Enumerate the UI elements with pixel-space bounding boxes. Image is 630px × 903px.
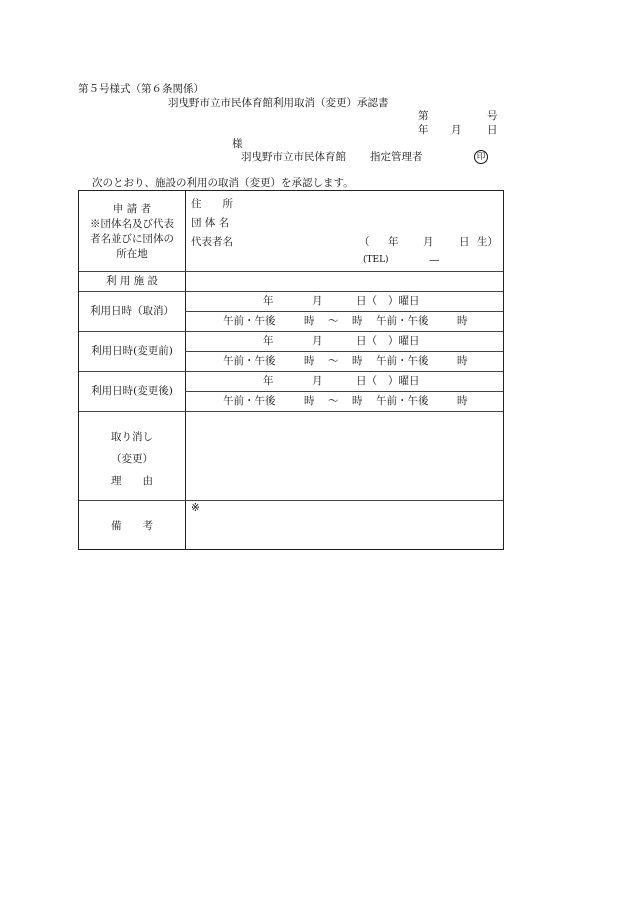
reason-label-2: （変更）: [111, 453, 153, 465]
address-label: 住 所: [191, 198, 233, 210]
usage-before-label: 利用日時(変更前): [91, 345, 173, 357]
usage-before-end: 午前・午後: [376, 355, 429, 367]
document-title: 羽曳野市立市民体育館利用取消（変更）承認書: [168, 97, 389, 109]
usage-after-dow: ）曜日: [388, 375, 420, 387]
birth-open: （: [359, 236, 370, 248]
usage-cancel-tilde: ～: [328, 315, 339, 327]
row-line: [79, 271, 503, 272]
usage-after-h1: 時: [304, 395, 315, 407]
group-name-label: 団 体 名: [191, 217, 230, 229]
usage-before-dow: ）曜日: [388, 335, 420, 347]
applicant-note-2: 者名並びに団体の: [90, 233, 174, 245]
usage-cancel-dow: ）曜日: [388, 295, 420, 307]
usage-cancel-h1: 時: [304, 315, 315, 327]
tel-dash: —: [429, 254, 440, 266]
birth-year: 年: [388, 236, 399, 248]
tel-label: (TEL): [363, 255, 389, 265]
usage-after-year: 年: [263, 375, 274, 387]
usage-cancel-year: 年: [263, 295, 274, 307]
birth-day: 日: [459, 236, 470, 248]
approval-table: [78, 190, 504, 550]
remarks-label: 備 考: [111, 520, 153, 532]
usage-before-day: 日（: [356, 335, 377, 347]
row-line: [79, 411, 503, 412]
usage-cancel-h2: 時: [352, 315, 363, 327]
applicant-note-3: 所在地: [116, 248, 148, 260]
row-line: [185, 391, 503, 392]
usage-before-start: 午前・午後: [223, 355, 276, 367]
usage-after-tilde: ～: [328, 395, 339, 407]
form-number: 第５号様式（第６条関係）: [78, 83, 204, 95]
usage-cancel-label: 利用日時（取消）: [90, 305, 174, 317]
usage-before-h3: 時: [457, 355, 468, 367]
usage-cancel-day: 日（: [356, 295, 377, 307]
usage-cancel-start: 午前・午後: [223, 315, 276, 327]
date-day: 日: [487, 124, 498, 136]
usage-after-start: 午前・午後: [223, 395, 276, 407]
usage-before-tilde: ～: [328, 355, 339, 367]
doc-number-prefix: 第: [418, 110, 429, 122]
row-line: [185, 311, 503, 312]
row-line: [79, 500, 503, 501]
usage-before-month: 月: [312, 335, 323, 347]
usage-after-end: 午前・午後: [376, 395, 429, 407]
applicant-note-1: ※団体名及び代表: [90, 218, 174, 230]
row-line: [79, 371, 503, 372]
remarks-mark: ※: [191, 502, 200, 514]
usage-before-h1: 時: [304, 355, 315, 367]
date-month: 月: [451, 124, 462, 136]
usage-after-label: 利用日時(変更後): [91, 385, 173, 397]
addressee-suffix: 様: [232, 138, 243, 150]
date-year: 年: [418, 124, 429, 136]
column-divider: [185, 191, 186, 549]
reason-label-1: 取り消し: [111, 431, 153, 443]
row-line: [185, 351, 503, 352]
usage-before-year: 年: [263, 335, 274, 347]
usage-after-h3: 時: [457, 395, 468, 407]
usage-after-month: 月: [312, 375, 323, 387]
seal-stamp-icon: 印: [474, 150, 488, 164]
issuer-role: 指定管理者: [370, 151, 423, 163]
intro-text: 次のとおり、施設の利用の取消（変更）を承認します。: [92, 177, 354, 189]
usage-cancel-h3: 時: [457, 315, 468, 327]
usage-after-day: 日（: [356, 375, 377, 387]
usage-cancel-month: 月: [312, 295, 323, 307]
applicant-label: 申 請 者: [112, 203, 152, 215]
facility-label: 利 用 施 設: [105, 275, 158, 287]
usage-after-h2: 時: [352, 395, 363, 407]
representative-label: 代表者名: [191, 236, 233, 248]
birth-month: 月: [423, 236, 434, 248]
row-line: [79, 291, 503, 292]
reason-label-3: 理 由: [111, 475, 153, 487]
usage-cancel-end: 午前・午後: [376, 315, 429, 327]
usage-before-h2: 時: [352, 355, 363, 367]
issuer-name: 羽曳野市立市民体育館: [241, 151, 346, 163]
birth-suffix: 生）: [477, 236, 498, 248]
doc-number-suffix: 号: [487, 110, 498, 122]
row-line: [79, 331, 503, 332]
